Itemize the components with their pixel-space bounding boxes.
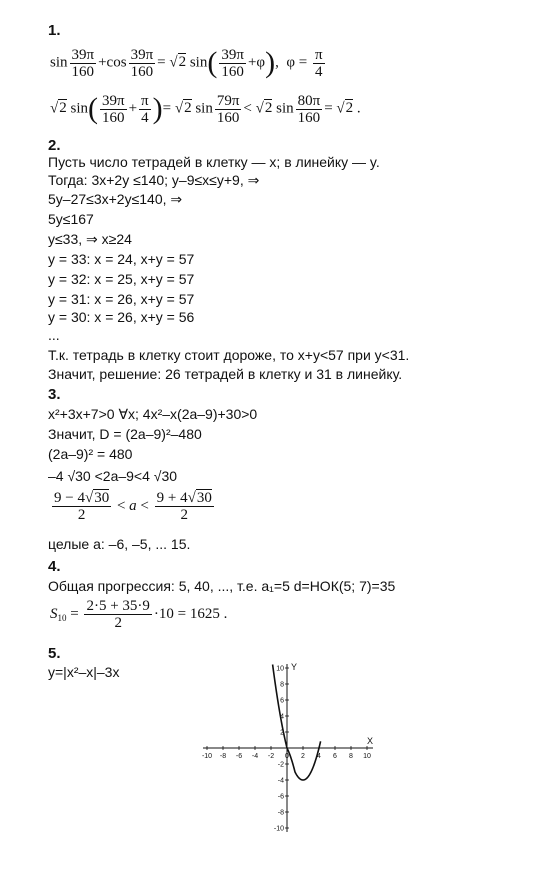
y-tick-label: 10 xyxy=(276,665,284,673)
problem-2-line: y = 32: x = 25, x+y = 57 xyxy=(48,271,195,287)
y-tick-label: 2 xyxy=(280,729,284,737)
problem-1-equation-1: sin $\frac{39\pi}{160}$ +cos $\frac{39\pi}{160}$ = √2 sin( $\frac{39\pi}{160}$ +φ), φ = $\frac{\pi}{4}$ xyxy=(50,46,323,80)
problem-2-line: y = 30: x = 26, x+y = 56 xyxy=(48,309,195,325)
x-tick-label: 4 xyxy=(317,753,321,760)
x-axis-label: X xyxy=(367,736,374,746)
y-tick-label: -2 xyxy=(277,761,284,769)
x-tick-label: 0 xyxy=(285,753,289,760)
problem-3-line-4: –4 √30 <2a–9<4 √30 xyxy=(48,468,178,484)
problem-2-line: Тогда: 3x+2y ≤140; y–9≤x≤y+9, ⇒ xyxy=(48,172,260,188)
problem-3-number: 3. xyxy=(48,386,61,403)
problem-3-line-2: Значит, D = (2a–9)²–480 xyxy=(48,426,202,442)
function-graph xyxy=(195,662,385,854)
y-tick-label: -10 xyxy=(273,825,284,833)
x-tick-label: -2 xyxy=(267,753,275,760)
problem-4-line-1: Общая прогрессия: 5, 40, ..., т.е. a₁=5 d=НОК(5; 7)=35 xyxy=(48,578,396,594)
x-tick-label: 2 xyxy=(301,753,305,760)
problem-2-line: y≤33, ⇒ x≥24 xyxy=(48,231,132,247)
problem-2-line: 5y≤167 xyxy=(48,211,94,227)
problem-2-line: Пусть число тетрадей в клетку — x; в линейку — y. xyxy=(48,154,380,170)
problem-5-number: 5. xyxy=(48,645,61,662)
y-tick-label: 6 xyxy=(280,697,284,705)
problem-3-inequality: $\frac{9 - 4√30}{2}$ < a < $\frac{9 + 4√30}{2}$ xyxy=(54,490,212,523)
problem-2-line: Значит, решение: 26 тетрадей в клетку и 31 в линейку. xyxy=(48,366,403,382)
x-tick-label: -10 xyxy=(201,753,213,760)
problem-2-line: y = 31: x = 26, x+y = 57 xyxy=(48,291,195,307)
problem-4-sum: $S_{10}$ = $\frac{2\cdot 5 + 35\cdot 9}{2}$ ·10 = 1625 . xyxy=(50,598,228,631)
problem-1-number: 1. xyxy=(48,22,61,39)
y-axis-label: Y xyxy=(291,662,298,672)
problem-1-equation-2: √2 sin( $\frac{39\pi}{160}$ + $\frac{\pi}{4}$ )= √2 sin $\frac{79\pi}{160}$ < √2 sin $\frac{80\pi}{160}$ = √2 . xyxy=(50,92,361,126)
x-tick-label: -8 xyxy=(219,753,227,760)
y-tick-label: 8 xyxy=(280,681,284,689)
problem-2-line: Т.к. тетрадь в клетку стоит дороже, то x+y<57 при y<31. xyxy=(48,347,410,363)
problem-3-line-6: целые a: –6, –5, ... 15. xyxy=(48,536,191,552)
problem-2-number: 2. xyxy=(48,137,61,154)
x-tick-label: 8 xyxy=(349,753,353,760)
problem-3-line-3: (2a–9)² = 480 xyxy=(48,446,133,462)
y-tick-label: -4 xyxy=(277,777,284,785)
problem-5-line-1: y=|x²–x|–3x xyxy=(48,664,120,680)
problem-4-number: 4. xyxy=(48,558,61,575)
x-tick-label: 10 xyxy=(363,753,371,760)
y-tick-label: -8 xyxy=(277,809,284,817)
y-tick-label: 4 xyxy=(280,713,284,721)
problem-2-line: y = 33: x = 24, x+y = 57 xyxy=(48,251,195,267)
x-tick-label: 6 xyxy=(333,753,337,760)
y-tick-label: -6 xyxy=(277,793,284,801)
problem-3-line-1: x²+3x+7>0 ∀x; 4x²–x(2a–9)+30>0 xyxy=(48,406,258,422)
x-tick-label: -4 xyxy=(251,753,259,760)
problem-2-line: ... xyxy=(48,327,60,343)
x-tick-label: -6 xyxy=(235,753,243,760)
problem-2-line: 5y–27≤3x+2y≤140, ⇒ xyxy=(48,191,183,207)
